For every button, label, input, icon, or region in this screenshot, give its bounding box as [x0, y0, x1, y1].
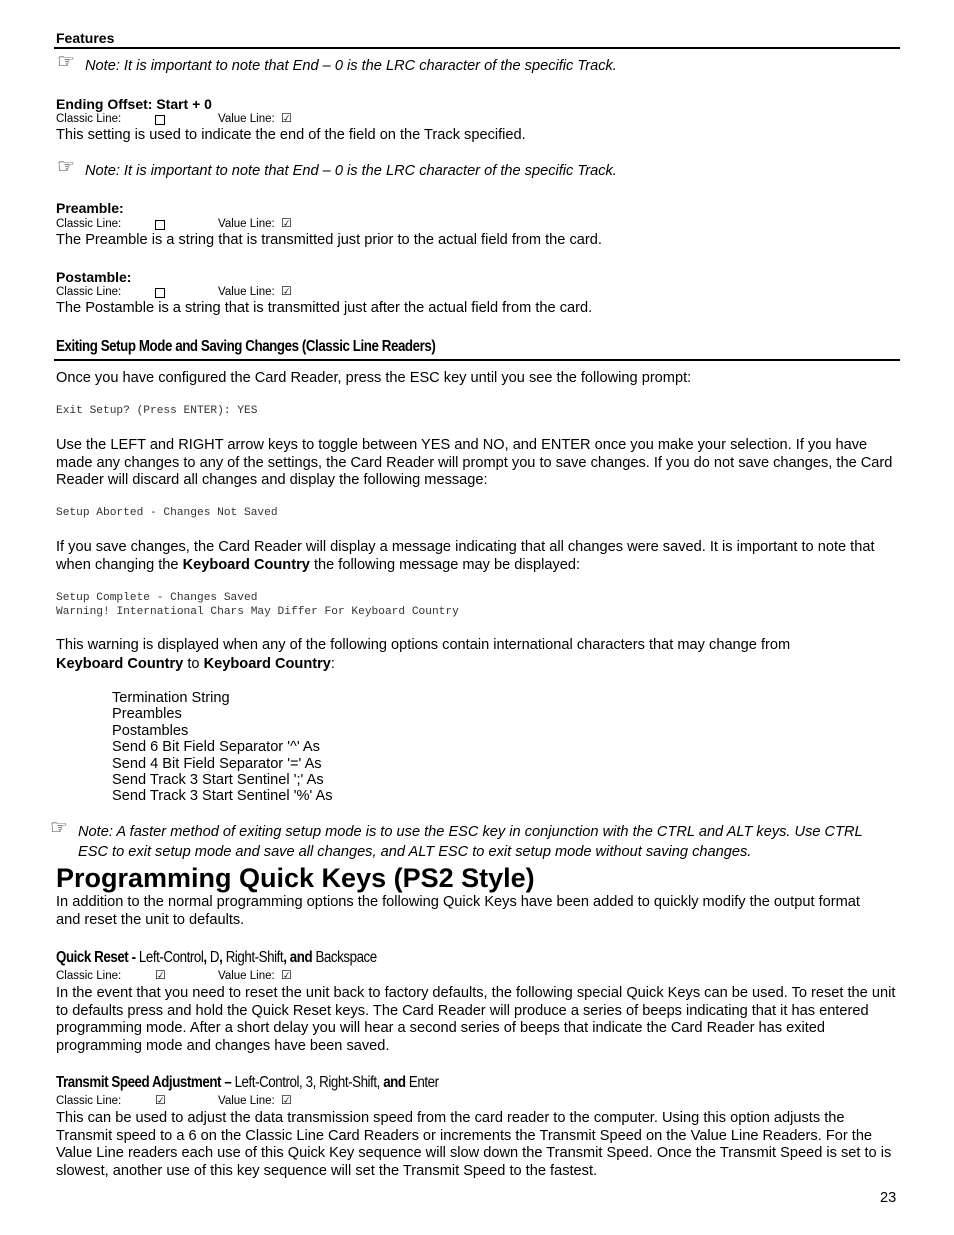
page-number: 23 [880, 1190, 897, 1206]
exiting-intro: Once you have configured the Card Reader, press the ESC key until you see the following prompt: [56, 370, 692, 386]
value-checked-icon: ☑ [281, 284, 292, 298]
value-checked-icon: ☑ [281, 216, 292, 230]
quick-reset-classic-label: Classic Line: [56, 970, 122, 982]
features-heading: Features [56, 30, 115, 46]
ending-offset-description: This setting is used to indicate the end of the field on the Track specified. [56, 127, 526, 143]
ending-offset-value-label: Value Line: [218, 113, 275, 125]
preamble-value-label: Value Line: [218, 218, 275, 230]
list-item: Send Track 3 Start Sentinel '%' As [112, 788, 333, 805]
note-1: Note: It is important to note that End – 0 is the LRC character of the specific Track. [85, 58, 617, 74]
quick-reset-description: In the event that you need to reset the unit back to factory defaults, the following special Quick Keys can be used. To reset the unit to defaults press and hold the Quick Reset keys. The Card Reader will produce a series of beeps indicating that it has entered programming mode. After a short delay you will hear a second series of beeps that indicate the Card Reader has exited programming mode and changes have been saved. [56, 985, 896, 1054]
classic-unchecked-icon [155, 288, 165, 298]
classic-unchecked-icon [155, 115, 165, 125]
list-item: Preambles [112, 706, 182, 723]
list-item: Send 6 Bit Field Separator '^' As [112, 739, 320, 756]
classic-unchecked-icon [155, 220, 165, 230]
list-item: Send Track 3 Start Sentinel ';' As [112, 772, 324, 789]
toggle-paragraph: Use the LEFT and RIGHT arrow keys to toggle between YES and NO, and ENTER once you make your selection. If you have made any changes to any of the settings, the Card Reader will prompt you to save changes. If you do not save changes, the Card Reader will discard all changes and display the following message: [56, 437, 893, 488]
programming-intro: In addition to the normal programming options the following Quick Keys have been added to quickly modify the output format and reset the unit to defaults. [56, 894, 860, 928]
value-checked-icon: ☑ [281, 111, 292, 125]
programming-heading: Programming Quick Keys (PS2 Style) [56, 863, 535, 893]
transmit-speed-classic-label: Classic Line: [56, 1095, 122, 1107]
note-hand-icon: ☞ [50, 817, 68, 839]
transmit-speed-title: Transmit Speed Adjustment – Left-Control, 3, Right-Shift, and Enter [56, 1074, 439, 1091]
options-list [112, 690, 333, 805]
list-item: Send 4 Bit Field Separator '=' As [112, 755, 322, 772]
features-rule [54, 47, 900, 49]
preamble-title: Preamble: [56, 200, 124, 216]
note-3: Note: A faster method of exiting setup mode is to use the ESC key in conjunction with the CTRL and ALT keys. Use CTRL ESC to exit setup mode and save all changes, and ALT ESC to exit setup mode without saving changes. [78, 824, 863, 860]
prompt-warning: Warning! International Chars May Differ For Keyboard Country [56, 606, 459, 618]
preamble-description: The Preamble is a string that is transmitted just prior to the actual field from the card. [56, 232, 602, 248]
note-hand-icon: ☞ [57, 51, 75, 73]
warning-paragraph-line2: Keyboard Country to Keyboard Country: [56, 656, 335, 672]
list-item: Termination String [112, 690, 230, 706]
classic-checked-icon: ☑ [155, 968, 166, 982]
postamble-title: Postamble: [56, 269, 132, 285]
ending-offset-classic-label: Classic Line: [56, 113, 122, 125]
warning-paragraph-line1: This warning is displayed when any of the following options contain international characters that may change from [56, 637, 791, 653]
value-checked-icon: ☑ [281, 1093, 292, 1107]
exiting-rule [54, 359, 900, 361]
quick-reset-value-label: Value Line: [218, 970, 275, 982]
transmit-speed-description: This can be used to adjust the data transmission speed from the card reader to the computer. Using this option adjusts the Transmit speed to a 6 on the Classic Line Card Readers or increments the Transmit Speed on the Value Line Readers. For the Value Line readers each use of this Quick Key sequence will slow down the Transmit Speed. Once the Transmit Speed is set to is slowest, another use of this key sequence will set the Transmit Speed to the fastest. [56, 1110, 892, 1179]
ending-offset-title: Ending Offset: Start + 0 [56, 96, 212, 112]
postamble-classic-label: Classic Line: [56, 286, 122, 298]
list-item: Postambles [112, 722, 189, 739]
prompt-setup-aborted: Setup Aborted - Changes Not Saved [56, 507, 278, 519]
prompt-exit-setup: Exit Setup? (Press ENTER): YES [56, 405, 258, 417]
quick-reset-title: Quick Reset - Left-Control, D, Right-Shift, and Backspace [56, 949, 377, 966]
exiting-heading: Exiting Setup Mode and Saving Changes (Classic Line Readers) [56, 338, 436, 355]
save-paragraph: If you save changes, the Card Reader will display a message indicating that all changes were saved. It is important to note that when changing the Keyboard Country the following message may be displayed: [56, 539, 875, 573]
prompt-setup-complete: Setup Complete - Changes Saved [56, 592, 258, 604]
value-checked-icon: ☑ [281, 968, 292, 982]
classic-checked-icon: ☑ [155, 1093, 166, 1107]
transmit-speed-value-label: Value Line: [218, 1095, 275, 1107]
note-2: Note: It is important to note that End – 0 is the LRC character of the specific Track. [85, 163, 617, 179]
postamble-value-label: Value Line: [218, 286, 275, 298]
preamble-classic-label: Classic Line: [56, 218, 122, 230]
note-hand-icon: ☞ [57, 156, 75, 178]
postamble-description: The Postamble is a string that is transmitted just after the actual field from the card. [56, 300, 593, 316]
